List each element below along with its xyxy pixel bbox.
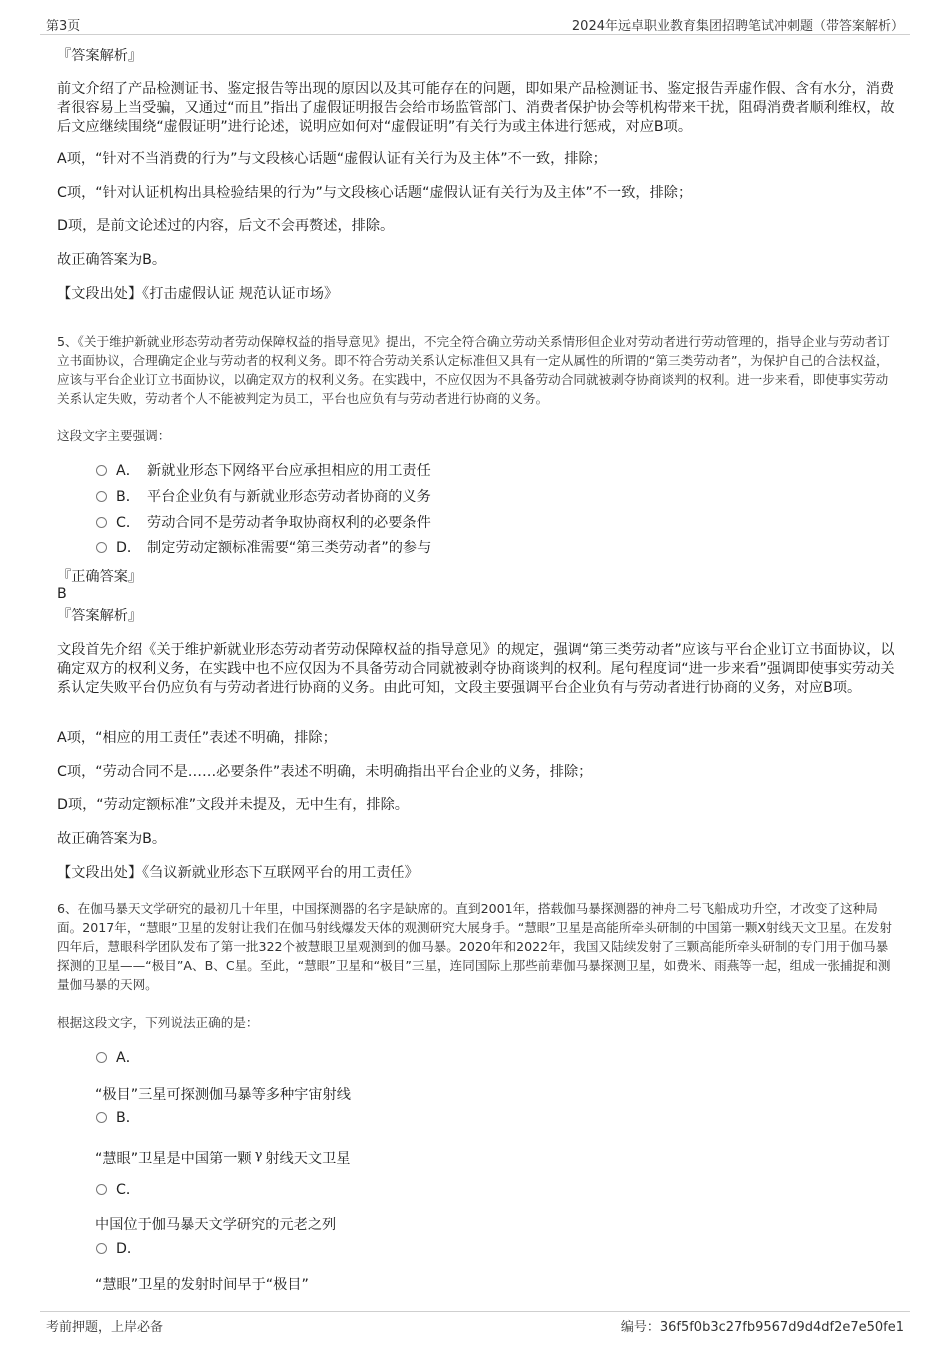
q6-stem: 6、在伽马暴天文学研究的最初几十年里，中国探测器的名字是缺席的。直到2001年，搭载伽马暴探测器的神舟二号飞船成功升空，才改变了这种局面。2017年，“慧眼”卫星的发射让我们在伽马射线爆发天体的观测研究大展身手。“慧眼”卫星是高能所牵头研制的中国第一颗X射线天文卫星。在发射四年后，慧眼科学团队发布了第一批322个被慧眼卫星观测到的伽马暴。2020年和2022年，我国又陆续发射了三颗高能所牵头研制的专门用于伽马暴探测的卫星——“极目”A、B、C星。至此，“慧眼”卫星和“极目”三星，连同国际上那些前辈伽马暴探测卫星，如费米、雨燕等一起，组成一张捕捉和测量伽马暴的天网。 xyxy=(57,901,892,992)
radio-button[interactable] xyxy=(96,1052,107,1063)
radio-button[interactable] xyxy=(96,465,107,476)
radio-button[interactable] xyxy=(96,1243,107,1254)
q5-analysis-label: 『答案解析』 xyxy=(57,608,143,624)
document-code: 编号：36f5f0b3c27fb9567d9d4df2e7e50fe1 xyxy=(620,1320,904,1335)
radio-button[interactable] xyxy=(96,491,107,502)
q6-option-b-text: “慧眼”卫星是中国第一颗 γ 射线天文卫星 xyxy=(95,1148,351,1167)
q5-option-b[interactable]: B． 平台企业负有与新就业形态劳动者协商的义务 xyxy=(96,488,431,507)
q5-option-d-note: D项，“劳动定额标准”文段并未提及，无中生有，排除。 xyxy=(57,797,409,813)
q5-question: 这段文字主要强调： xyxy=(57,428,171,443)
q6-question: 根据这段文字，下列说法正确的是： xyxy=(57,1015,259,1030)
q6-option-b[interactable]: B． xyxy=(96,1109,140,1128)
q6-option-a-text: “极目”三星可探测伽马暴等多种宇宙射线 xyxy=(95,1087,351,1103)
q6-option-a[interactable]: A． xyxy=(96,1049,140,1068)
q5-option-d[interactable]: D． 制定劳动定额标准需要“第三类劳动者”的参与 xyxy=(96,539,431,558)
q5-stem: 5、《关于维护新就业形态劳动者劳动保障权益的指导意见》提出，不完全符合确立劳动关系情形但企业对劳动者进行劳动管理的，指导企业与劳动者订立书面协议，合理确定企业与劳动者的权利义务。即不符合劳动关系认定标准但又具有一定从属性的所谓的“第三类劳动者”，为保护自己的合法权益，应该与平台企业订立书面协议，以确定双方的权利义务。在实践中，不应仅因为不具备劳动合同就被剥夺协商谈判的权利。进一步来看，即使事实劳动关系认定失败，劳动者个人不能被判定为员工，平台也应负有与劳动者进行协商的义务。 xyxy=(57,334,890,406)
page-footer xyxy=(40,1311,910,1336)
page-number: 第3页 xyxy=(46,19,81,34)
q6-option-d[interactable]: D． xyxy=(96,1240,141,1259)
radio-button[interactable] xyxy=(96,542,107,553)
q6-option-d-text: “慧眼”卫星的发射时间早于“极目” xyxy=(95,1277,309,1293)
radio-button[interactable] xyxy=(96,517,107,528)
q5-analysis-text: 文段首先介绍《关于维护新就业形态劳动者劳动保障权益的指导意见》的规定，强调“第三类劳动者”应该与平台企业订立书面协议，以确定双方的权利义务，在实践中也不应仅因为不具备劳动合同就被剥夺协商谈判的权利。尾句程度词“进一步来看”强调即使事实劳动关系认定失败平台仍应负有与劳动者进行协商的义务。由此可知，文段主要强调平台企业负有与劳动者进行协商的义务，对应B项。 xyxy=(57,642,895,696)
q4-option-d-note: D项，是前文论述过的内容，后文不会再赘述，排除。 xyxy=(57,218,395,234)
gamma-symbol: γ xyxy=(254,1148,263,1163)
q5-option-a[interactable]: A． 新就业形态下网络平台应承担相应的用工责任 xyxy=(96,462,431,481)
q5-answer: B xyxy=(57,586,67,602)
radio-button[interactable] xyxy=(96,1184,107,1195)
document-title: 2024年远卓职业教育集团招聘笔试冲刺题（带答案解析） xyxy=(571,19,904,34)
q5-answer-label: 『正确答案』 xyxy=(57,569,143,585)
q5-source xyxy=(57,864,897,883)
q5-conclusion: 故正确答案为B。 xyxy=(57,831,167,847)
source-title: 《刍议新就业形态下互联网平台的用工责任》 xyxy=(142,865,419,881)
source-label: 【文段出处】 xyxy=(57,286,143,302)
q4-conclusion: 故正确答案为B。 xyxy=(57,252,167,268)
q4-analysis-text: 前文介绍了产品检测证书、鉴定报告等出现的原因以及其可能存在的问题，即如果产品检测证书、鉴定报告弄虚作假、含有水分，消费者很容易上当受骗，又通过“而且”指出了虚假证明报告会给市场监管部门、消费者保护协会等机构带来干扰，阻碍消费者顺利维权，故后文应继续围绕“虚假证明”进行论述，说明应如何对“虚假证明”有关行为或主体进行惩戒，对应B项。 xyxy=(57,81,895,135)
q6-option-c-text: 中国位于伽马暴天文学研究的元老之列 xyxy=(95,1217,337,1233)
page-header xyxy=(40,12,910,35)
q4-analysis-label: 『答案解析』 xyxy=(57,48,143,64)
q4-option-a-note: A项，“针对不当消费的行为”与文段核心话题“虚假认证有关行为及主体”不一致，排除； xyxy=(57,151,607,167)
source-label: 【文段出处】 xyxy=(57,865,143,881)
q6-option-c[interactable]: C． xyxy=(96,1181,140,1200)
q4-source xyxy=(57,285,897,304)
q5-option-a-note: A项，“相应的用工责任”表述不明确，排除； xyxy=(57,730,337,746)
footer-slogan: 考前押题，上岸必备 xyxy=(46,1320,164,1335)
q5-option-c-note: C项，“劳动合同不是……必要条件”表述不明确，未明确指出平台企业的义务，排除； xyxy=(57,764,593,780)
source-title: 《打击虚假认证 规范认证市场》 xyxy=(142,286,339,302)
q4-option-c-note: C项，“针对认证机构出具检验结果的行为”与文段核心话题“虚假认证有关行为及主体”不一致，排除； xyxy=(57,185,693,201)
radio-button[interactable] xyxy=(96,1112,107,1123)
q5-option-c[interactable]: C． 劳动合同不是劳动者争取协商权利的必要条件 xyxy=(96,514,431,533)
